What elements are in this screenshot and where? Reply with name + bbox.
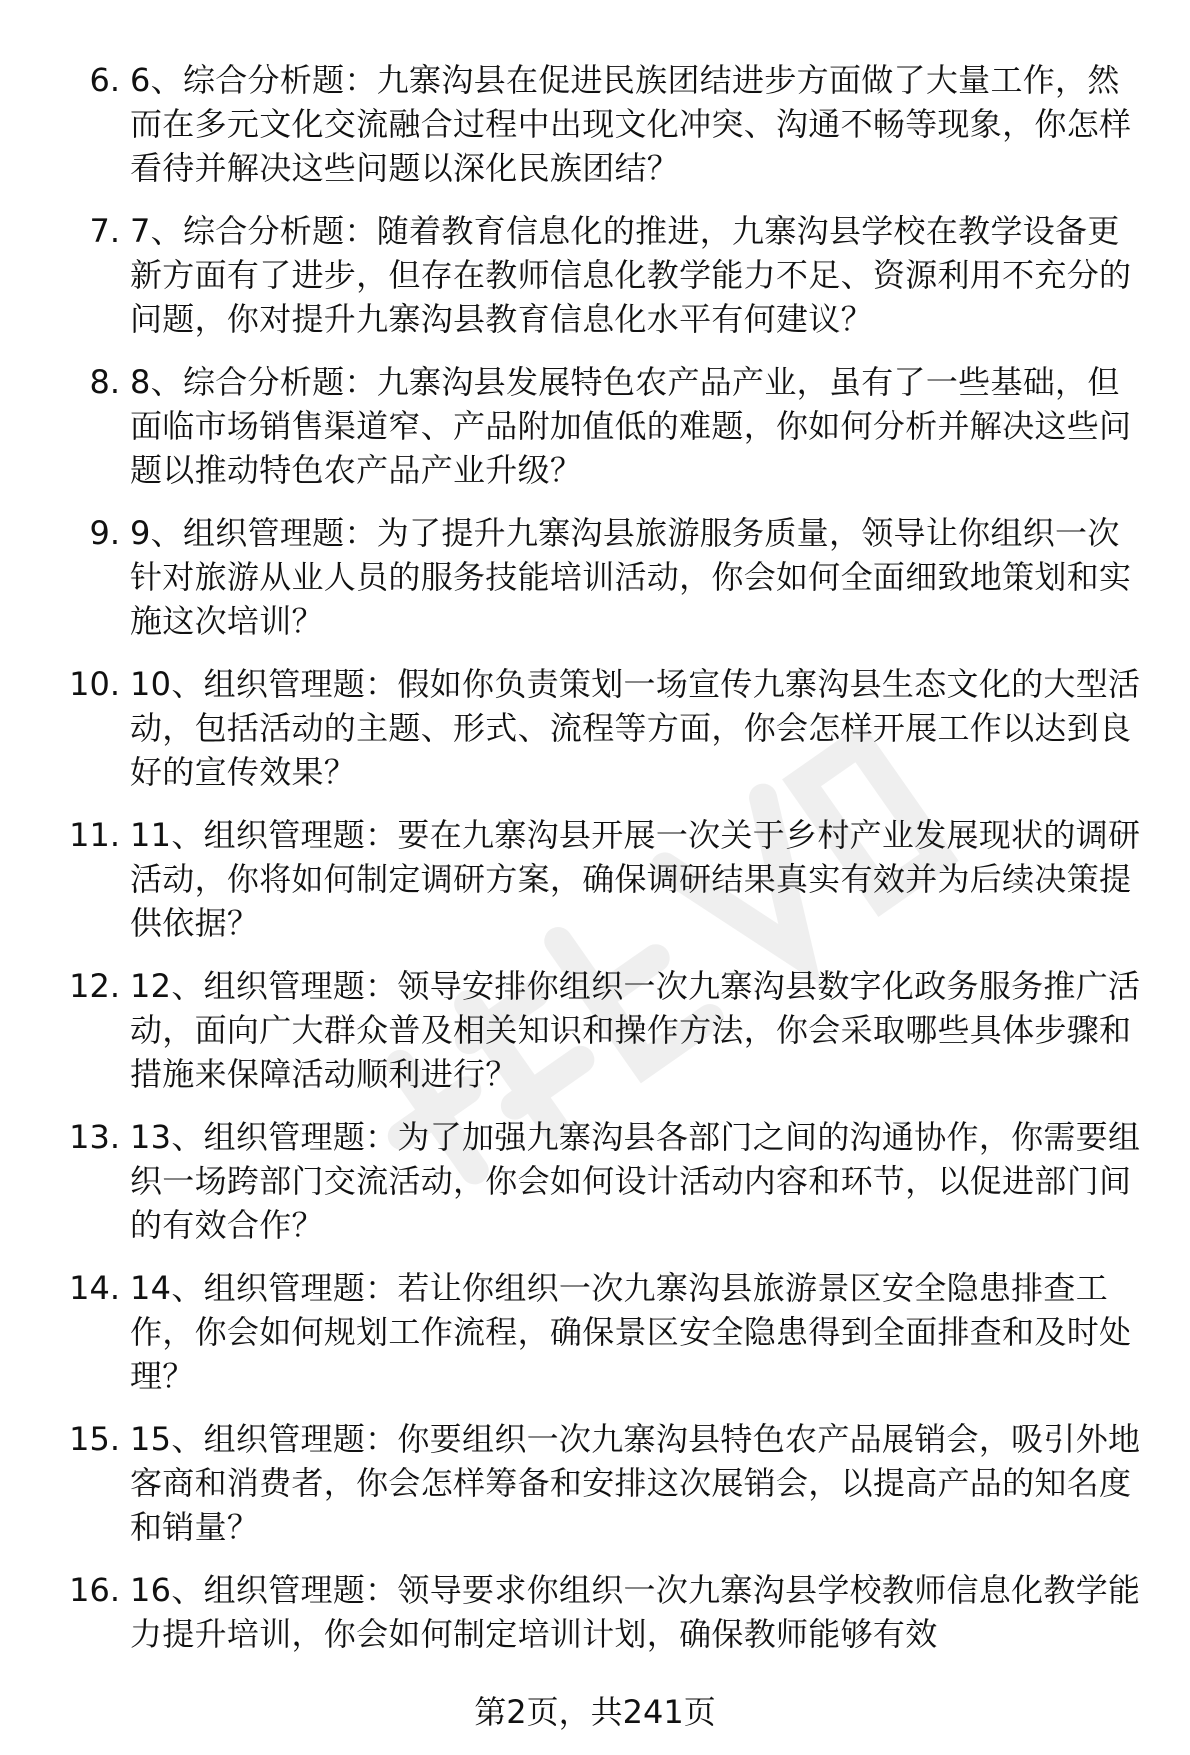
item-text: 16、组织管理题：领导要求你组织一次九寨沟县学校教师信息化教学能力提升培训，你会如何制定培训计划，确保教师能够有效 xyxy=(130,1571,1141,1653)
question-list xyxy=(0,58,1190,1719)
item-text: 13、组织管理题：为了加强九寨沟县各部门之间的沟通协作，你需要组织一场跨部门交流活动，你会如何设计活动内容和环节，以促进部门间的有效合作？ xyxy=(130,1118,1141,1244)
list-item xyxy=(0,360,1190,511)
item-text: 10、组织管理题：假如你负责策划一场宣传九寨沟县生态文化的大型活动，包括活动的主题、形式、流程等方面，你会怎样开展工作以达到良好的宣传效果？ xyxy=(130,665,1141,791)
item-number: 10. xyxy=(69,665,120,703)
item-text: 14、组织管理题：若让你组织一次九寨沟县旅游景区安全隐患排查工作，你会如何规划工作流程，确保景区安全隐患得到全面排查和及时处理？ xyxy=(130,1269,1132,1395)
item-number: 11. xyxy=(69,816,120,854)
list-item xyxy=(0,662,1190,813)
item-text: 15、组织管理题：你要组织一次九寨沟县特色农产品展销会，吸引外地客商和消费者，你会怎样筹备和安排这次展销会，以提高产品的知名度和销量？ xyxy=(130,1420,1141,1546)
item-text: 9、组织管理题：为了提升九寨沟县旅游服务质量，领导让你组织一次针对旅游从业人员的服务技能培训活动，你会如何全面细致地策划和实施这次培训？ xyxy=(130,514,1132,640)
item-text: 7、综合分析题：随着教育信息化的推进，九寨沟县学校在教学设备更新方面有了进步，但存在教师信息化教学能力不足、资源利用不充分的问题，你对提升九寨沟县教育信息化水平有何建议？ xyxy=(130,212,1132,338)
item-text: 8、综合分析题：九寨沟县发展特色农产品产业，虽有了一些基础，但面临市场销售渠道窄、产品附加值低的难题，你如何分析并解决这些问题以推动特色农产品产业升级？ xyxy=(130,363,1132,489)
list-item xyxy=(0,511,1190,662)
page-footer: 第2页，共241页 xyxy=(474,1693,716,1731)
item-number: 16. xyxy=(69,1571,120,1609)
item-text: 11、组织管理题：要在九寨沟县开展一次关于乡村产业发展现状的调研活动，你将如何制定调研方案，确保调研结果真实有效并为后续决策提供依据？ xyxy=(130,816,1141,942)
list-item xyxy=(0,964,1190,1115)
list-item xyxy=(0,209,1190,360)
list-item xyxy=(0,58,1190,209)
item-text: 6、综合分析题：九寨沟县在促进民族团结进步方面做了大量工作，然而在多元文化交流融合过程中出现文化冲突、沟通不畅等现象，你怎样看待并解决这些问题以深化民族团结？ xyxy=(130,61,1132,187)
item-number: 7. xyxy=(89,212,120,250)
item-number: 8. xyxy=(89,363,120,401)
item-number: 12. xyxy=(69,967,120,1005)
list-item xyxy=(0,1266,1190,1417)
list-item xyxy=(0,1115,1190,1266)
item-number: 13. xyxy=(69,1118,120,1156)
item-number: 14. xyxy=(69,1269,120,1307)
item-number: 6. xyxy=(89,61,120,99)
item-number: 15. xyxy=(69,1420,120,1458)
list-item xyxy=(0,813,1190,964)
item-text: 12、组织管理题：领导安排你组织一次九寨沟县数字化政务服务推广活动，面向广大群众普及相关知识和操作方法，你会采取哪些具体步骤和措施来保障活动顺利进行？ xyxy=(130,967,1141,1093)
list-item xyxy=(0,1417,1190,1568)
item-number: 9. xyxy=(89,514,120,552)
